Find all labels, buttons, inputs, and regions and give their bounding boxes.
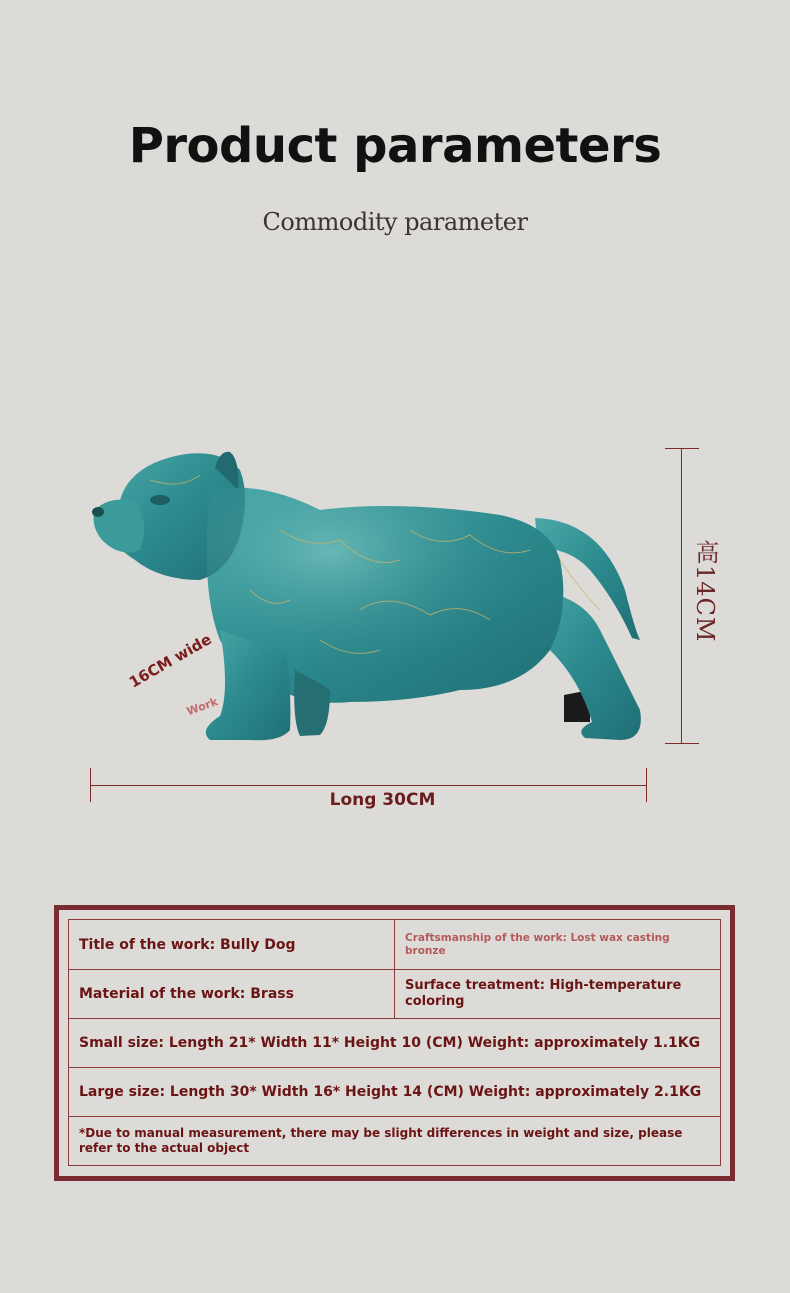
height-label: 高14CM (691, 540, 719, 643)
table-row (69, 1019, 720, 1068)
param-surface: Surface treatment: High-temperature coloring (405, 978, 682, 1009)
page-subtitle: Commodity parameter (262, 208, 528, 236)
table-row (69, 1068, 720, 1117)
param-craftsmanship: Craftsmanship of the work: Lost wax casting bronze (405, 931, 670, 957)
width-label: 16CM wide (126, 630, 215, 692)
page-title: Product parameters (128, 118, 662, 174)
table-row (69, 1117, 720, 1165)
length-label: Long 30CM (329, 790, 436, 810)
param-large-size: Large size: Length 30* Width 16* Height 14 (CM) Weight: approximately 2.1KG (79, 1084, 702, 1100)
parameters-table (54, 905, 735, 1181)
dog-sculpture-image (80, 440, 650, 750)
table-row (69, 970, 720, 1019)
param-title: Title of the work: Bully Dog (69, 920, 395, 969)
work-label: Work (185, 695, 220, 719)
param-material: Material of the work: Brass (69, 970, 395, 1018)
param-note: *Due to manual measurement, there may be slight differences in weight and size, please refer to the actual object (79, 1126, 683, 1155)
table-row (69, 920, 720, 970)
param-small-size: Small size: Length 21* Width 11* Height 10 (CM) Weight: approximately 1.1KG (79, 1035, 701, 1051)
parameters-table-inner (68, 919, 721, 1166)
